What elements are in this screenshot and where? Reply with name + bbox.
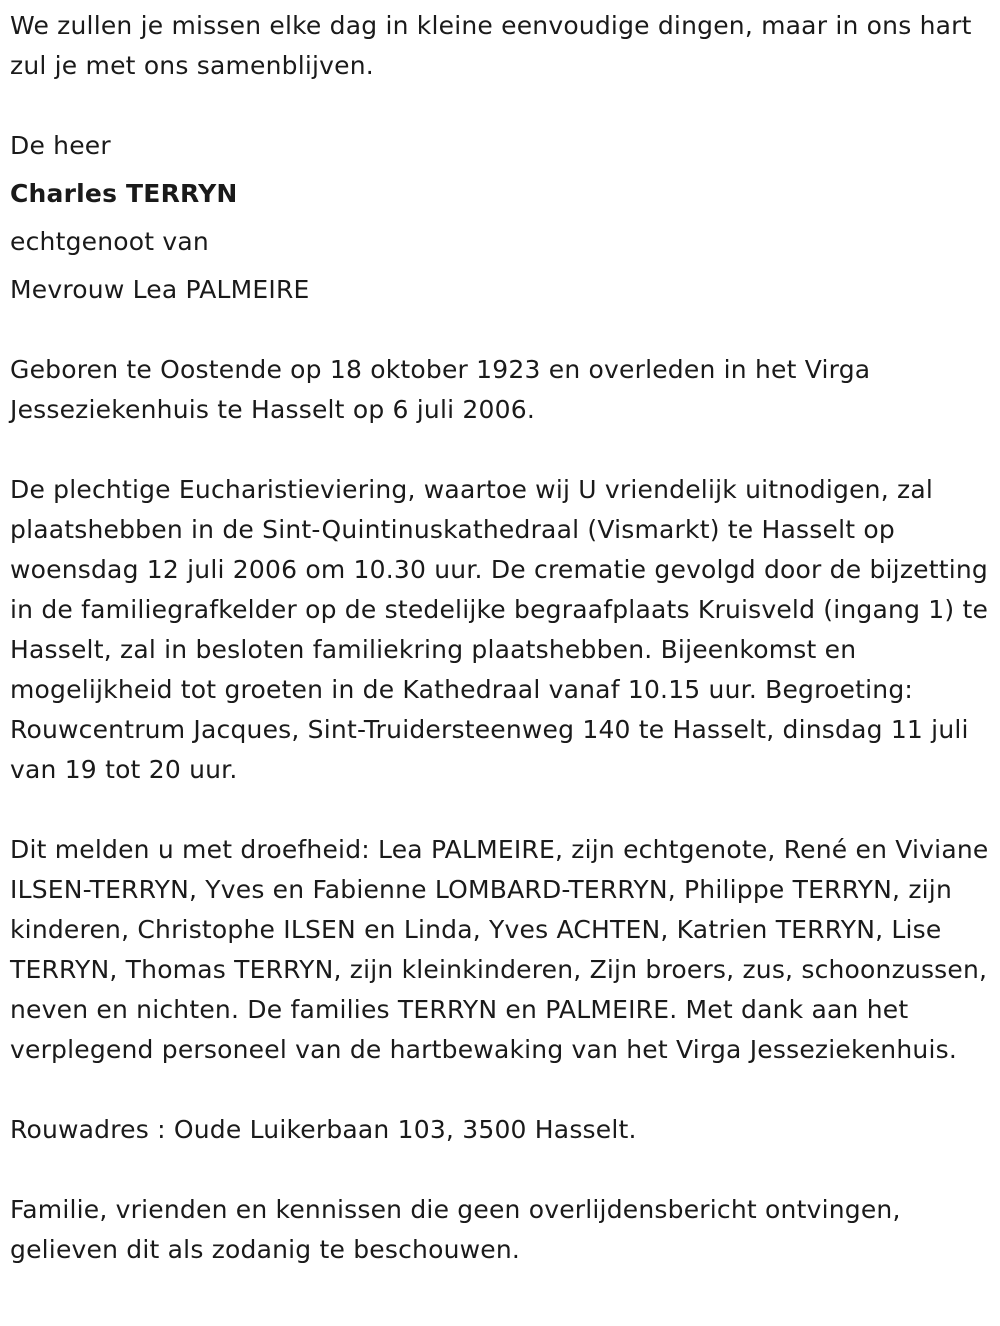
spacer	[10, 1150, 990, 1190]
ceremony-text: De plechtige Eucharistieviering, waartoe wij U vriendelijk uitnodigen, zal plaatshebben in de Sint-Quintinuskathedraal (Vismarkt) te Hasselt op woensdag 12 juli 2006 om 10.30 uur. De crematie gevolgd door de bijzetting in de familiegrafkelder op de stedelijke begraafplaats Kruisveld (ingang 1) te Hasselt, zal in besloten familiekring plaatshebben. Bijeenkomst en mogelijkheid tot groeten in de Kathedraal vanaf 10.15 uur. Begroeting: Rouwcentrum Jacques, Sint-Truidersteenweg 140 te Hasselt, dinsdag 11 juli van 19 tot 20 uur.	[10, 475, 989, 784]
address-text: Rouwadres : Oude Luikerbaan 103, 3500 Hasselt.	[10, 1115, 637, 1144]
spacer	[10, 86, 990, 126]
family-text: Dit melden u met droefheid: Lea PALMEIRE, zijn echtgenote, René en Viviane ILSEN-TERRYN, Yves en Fabienne LOMBARD-TERRYN, Philippe TERRYN, zijn kinderen, Christophe ILSEN en Linda, Yves ACHTEN, Katrien TERRYN, Lise TERRYN, Thomas TERRYN, zijn kleinkinderen, Zijn broers, zus, schoonzussen, neven en nichten. De families TERRYN en PALMEIRE. Met dank aan het verplegend personeel van de hartbewaking van het Virga Jesseziekenhuis.	[10, 835, 989, 1064]
spacer	[10, 1070, 990, 1110]
salutation: De heer	[10, 131, 111, 160]
intro-text: We zullen je missen elke dag in kleine eenvoudige dingen, maar in ons hart zul je met ons samenblijven.	[10, 11, 972, 80]
relation-label: echtgenoot van	[10, 227, 209, 256]
deceased-name: Charles TERRYN	[10, 179, 238, 208]
closing-text: Familie, vrienden en kennissen die geen overlijdensbericht ontvingen, gelieven dit als zodanig te beschouwen.	[10, 1195, 901, 1264]
birth-death-text: Geboren te Oostende op 18 oktober 1923 en overleden in het Virga Jesseziekenhuis te Hasselt op 6 juli 2006.	[10, 355, 871, 424]
spacer	[10, 430, 990, 470]
spouse-name: Mevrouw Lea PALMEIRE	[10, 275, 310, 304]
spacer	[10, 310, 990, 350]
spacer	[10, 790, 990, 830]
